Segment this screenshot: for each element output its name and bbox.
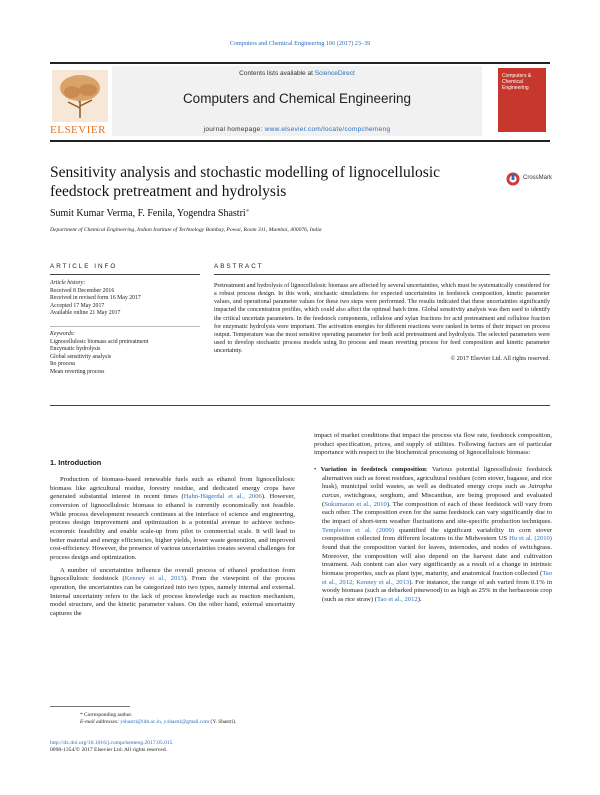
text-run: ). However, conversion of lignocellulosic biomass to ethanol is currently economically not feasible. While process development research continues at the interface of science and engineering, process design improvement and optimization is a potential avenue to achieve techno-economic feasibility and enable scale-up from pilot to commercial scale. It will lead to better material and energy efficiencies, higher yields, lower waste generation, and improved cost-efficiency. However, the presence of various uncertainties creates several challenges for process design and optimization.: [50, 493, 296, 561]
abstract-copyright: © 2017 Elsevier Ltd. All rights reserved.: [450, 356, 550, 363]
crossmark-icon: [506, 172, 520, 186]
email-suffix: (Y. Shastri).: [209, 719, 237, 726]
article-info-heading: ARTICLE INFO: [50, 263, 118, 270]
text-run: ). The composition of each of these feedstock will vary from each other. The composition even for the same feedstock can vary significantly due to the impact of short-term weather fluctuations and site-specific production techniques.: [322, 500, 553, 525]
cover-title: Computers & Chemical Engineering: [502, 73, 532, 91]
corresponding-author-mark[interactable]: *: [245, 208, 250, 216]
front-matter-rule: [50, 405, 550, 406]
article-history: [50, 280, 205, 318]
citation-link[interactable]: Kenney et al., 2013: [124, 575, 184, 583]
article-info-rule: [50, 274, 200, 275]
citation-link[interactable]: Hu et al. (2010): [509, 535, 553, 543]
author-list: [50, 208, 249, 219]
citation-link[interactable]: Tao et al., 2012; Kenney et al., 2013: [322, 569, 552, 586]
text-run: ).: [417, 595, 422, 603]
email-line: [80, 719, 300, 726]
history-label: Article history:: [50, 280, 86, 286]
text-run: : Various potential lignocellulosic feedstock alternatives such as forest residues, agricultural residues (corn stover, bagasse, and rice husk), municipal solid wastes, as well as dedicated energy crops such as: [322, 465, 552, 491]
keywords-label: Keywords:: [50, 331, 75, 337]
citation-link[interactable]: Templeton et al. (2009): [322, 526, 394, 534]
email-label: E-mail addresses:: [80, 719, 119, 726]
introduction-heading: 1. Introduction: [50, 458, 102, 467]
affiliation: Department of Chemical Engineering, Indian Institute of Technology Bombay, Powai, Room 311, Mumbai, 400076, India: [50, 227, 322, 233]
abstract-body: [214, 282, 550, 364]
intro-paragraph-2: [50, 567, 295, 619]
doi-block: [50, 740, 172, 755]
history-accepted: Accepted 17 May 2017: [50, 302, 105, 309]
crossmark-badge[interactable]: [506, 172, 566, 186]
history-received: Received 8 December 2016: [50, 287, 115, 294]
text-run: A number of uncertainties influence the overall process of ethanol production from lignocellulosic feedstock (: [50, 566, 295, 583]
citation-link[interactable]: Hahn-Hägerdal et al., 2006: [183, 493, 262, 501]
journal-reference[interactable]: Computers and Chemical Engineering 106 (2017) 23–39: [229, 40, 371, 47]
keyword-item: Enzymatic hydrolysis: [50, 346, 101, 353]
issn-line: 0098-1354/© 2017 Elsevier Ltd. All rights reserved.: [50, 747, 168, 754]
text-run: ). From the viewpoint of the process operation, the uncertainties can be categorized into two types, namely internal and external. Internal uncertainty refers to the lack of process knowledge such as reaction mechanism, model structure, and the kinetic parameter values. On the other hand, external uncertainty captures the: [50, 575, 295, 617]
text-run: Production of biomass-based renewable fuels such as ethanol from lignocellulosic biomass like agricultural residue, forestry residue, and dedicated energy crops have generated substantial interest in recent times (: [50, 476, 295, 501]
text-run: found that the composition varied for leaves, internodes, and nodes of switchgrass. Moreover, the composition will also depend on the harvest date and cultivation treatment. Ash content can also vary significantly as a result of a change in intrinsic biomass properties, such as plant type, maturity, and anatomical fraction collected (: [322, 543, 552, 577]
journal-homepage: [112, 126, 482, 133]
keyword-item: Mean reverting process: [50, 368, 105, 375]
abstract-text: Pretreatment and hydrolysis of lignocellulosic biomass are affected by several uncertainties, which must be systematically considered for a robust process design. In this work, stochastic simulations for expected uncertainties in feedstock composition, kinetic parameter values, and operational parameter values for these two steps were performed. The results indicated that these uncertainties significantly impacted the concentration profiles, which could also affect the optimal batch time. Global sensitivity analysis was then used to identify the critical uncertain parameters. In the feedstock components, cellulose and xylan fractions for acid pretreatment and cellulose fraction for enzymatic hydrolysis were important. The activation energies for different reactions were ranked in terms of their impact on process output. Temperature was the most sensitive operating parameter for both acid pretreatment and hydrolysis. The selected parameters were used to develop stochastic process models using Ito process and mean reverting process for feed composition and kinetic parameter uncertainty.: [214, 283, 550, 355]
bullet-feedstock-variation: • Variation in feedstock composition: Various potential lignocellulosic feedstock alternatives such as forest residues, agricultural residues (corn stover, bagasse, and rice husk), municipal solid wastes, as well as dedicated energy crops such as Jatropha curcas, switchgrass, sorghum, and Miscanthus, are being proposed and evaluated (Sukumaran et al., 2010). The composition of each of these feedstock will vary from each other. The composition even for the same feedstock can vary significantly due to the impact of short-term weather fluctuations and site-specific production techniques. Templeton et al. (2009) quantified the significant variability in corn stover composition collected from different locations in the Midwestern US Hu et al. (2010) found that the composition varied for leaves, internodes, and nodes of switchgrass. Moreover, the composition will also depend on the harvest date and cultivation treatment. Ash content can also vary significantly as a result of a change in intrinsic biomass properties, such as plant type, maturity, and anatomical fraction collected (Tao et al., 2012; Kenney et al., 2013). For instance, the range of ash varied from 0.1% in woody biomass (such as debarked pinewood) to as high as 25% in the herbaceous crop (such as rice straw) (Tao et al., 2012).: [314, 465, 553, 603]
footnote-rule: [50, 706, 130, 707]
keyword-item: Global sensitivity analysis: [50, 353, 112, 360]
contents-prefix: Contents lists available at: [239, 70, 313, 77]
crossmark-label: CrossMark: [523, 175, 553, 181]
intro-right-column: [314, 432, 552, 604]
journal-cover-thumbnail[interactable]: [498, 68, 546, 132]
footnote: [80, 712, 300, 726]
citation-link[interactable]: Tao et al., 2012: [376, 595, 418, 603]
sciencedirect-link[interactable]: ScienceDirect: [314, 70, 355, 77]
paper-title: Sensitivity analysis and stochastic modelling of lignocellulosic feedstock pretreatment and hydrolysis: [50, 164, 441, 200]
header-top-rule: [50, 62, 550, 64]
spacer: [314, 458, 552, 466]
keyword-item: Ito process: [50, 361, 76, 368]
intro-left-column: [50, 476, 295, 619]
homepage-link[interactable]: www.elsevier.com/locate/compchemeng: [264, 126, 391, 133]
journal-title[interactable]: Computers and Chemical Engineering: [182, 91, 412, 106]
text-run: Jatropha curcas: [322, 483, 552, 499]
history-revised: Received in revised form 16 May 2017: [50, 295, 141, 302]
text-run: ). For instance, the range of ash varied from 0.1% in woody biomass (such as debarked pinewood) to as high as 25% in the herbaceous crop (such as rice straw) (: [322, 578, 552, 603]
elsevier-wordmark: ELSEVIER: [50, 124, 106, 136]
keyword-item: Lignocellulosic biomass acid pretreatment: [50, 338, 149, 345]
keywords-rule: [50, 326, 200, 327]
text-run: , switchgrass, sorghum, and Miscanthus, are being proposed and evaluated (: [322, 491, 552, 508]
abstract-heading: ABSTRACT: [214, 263, 264, 270]
intro-paragraph-1: [50, 476, 295, 563]
authors: Sumit Kumar Verma, F. Fenila, Yogendra Shastri: [50, 208, 246, 219]
doi-link[interactable]: http://dx.doi.org/10.1016/j.compchemeng.2017.05.015: [50, 740, 173, 746]
corresponding-author-note: * Corresponding author.: [80, 712, 133, 718]
bullet-heading: Variation in feedstock composition: [320, 465, 426, 473]
contents-line: [112, 70, 482, 77]
homepage-prefix: journal homepage:: [203, 126, 263, 133]
citation-link[interactable]: Sukumaran et al., 2010: [324, 500, 387, 508]
history-online: Available online 21 May 2017: [50, 310, 121, 317]
elsevier-tree-logo-icon: [52, 70, 108, 122]
intro-continuation: impact of market conditions that impact the process via flow rate, feedstock composition, product specification, prices, and supply of utilities. Following factors are of particular importance with respect to the biochemical processing of lignocellulosic biomass:: [314, 432, 552, 457]
abstract-rule: [214, 274, 550, 275]
text-run: quantified the significant variability in corn stover composition collected from different locations in the Midwestern US: [322, 526, 552, 543]
email-links[interactable]: yshastri@iitb.ac.in, y.shastri@gmail.com: [120, 719, 210, 726]
keywords-block: [50, 331, 205, 377]
header-bottom-rule: [50, 140, 550, 142]
